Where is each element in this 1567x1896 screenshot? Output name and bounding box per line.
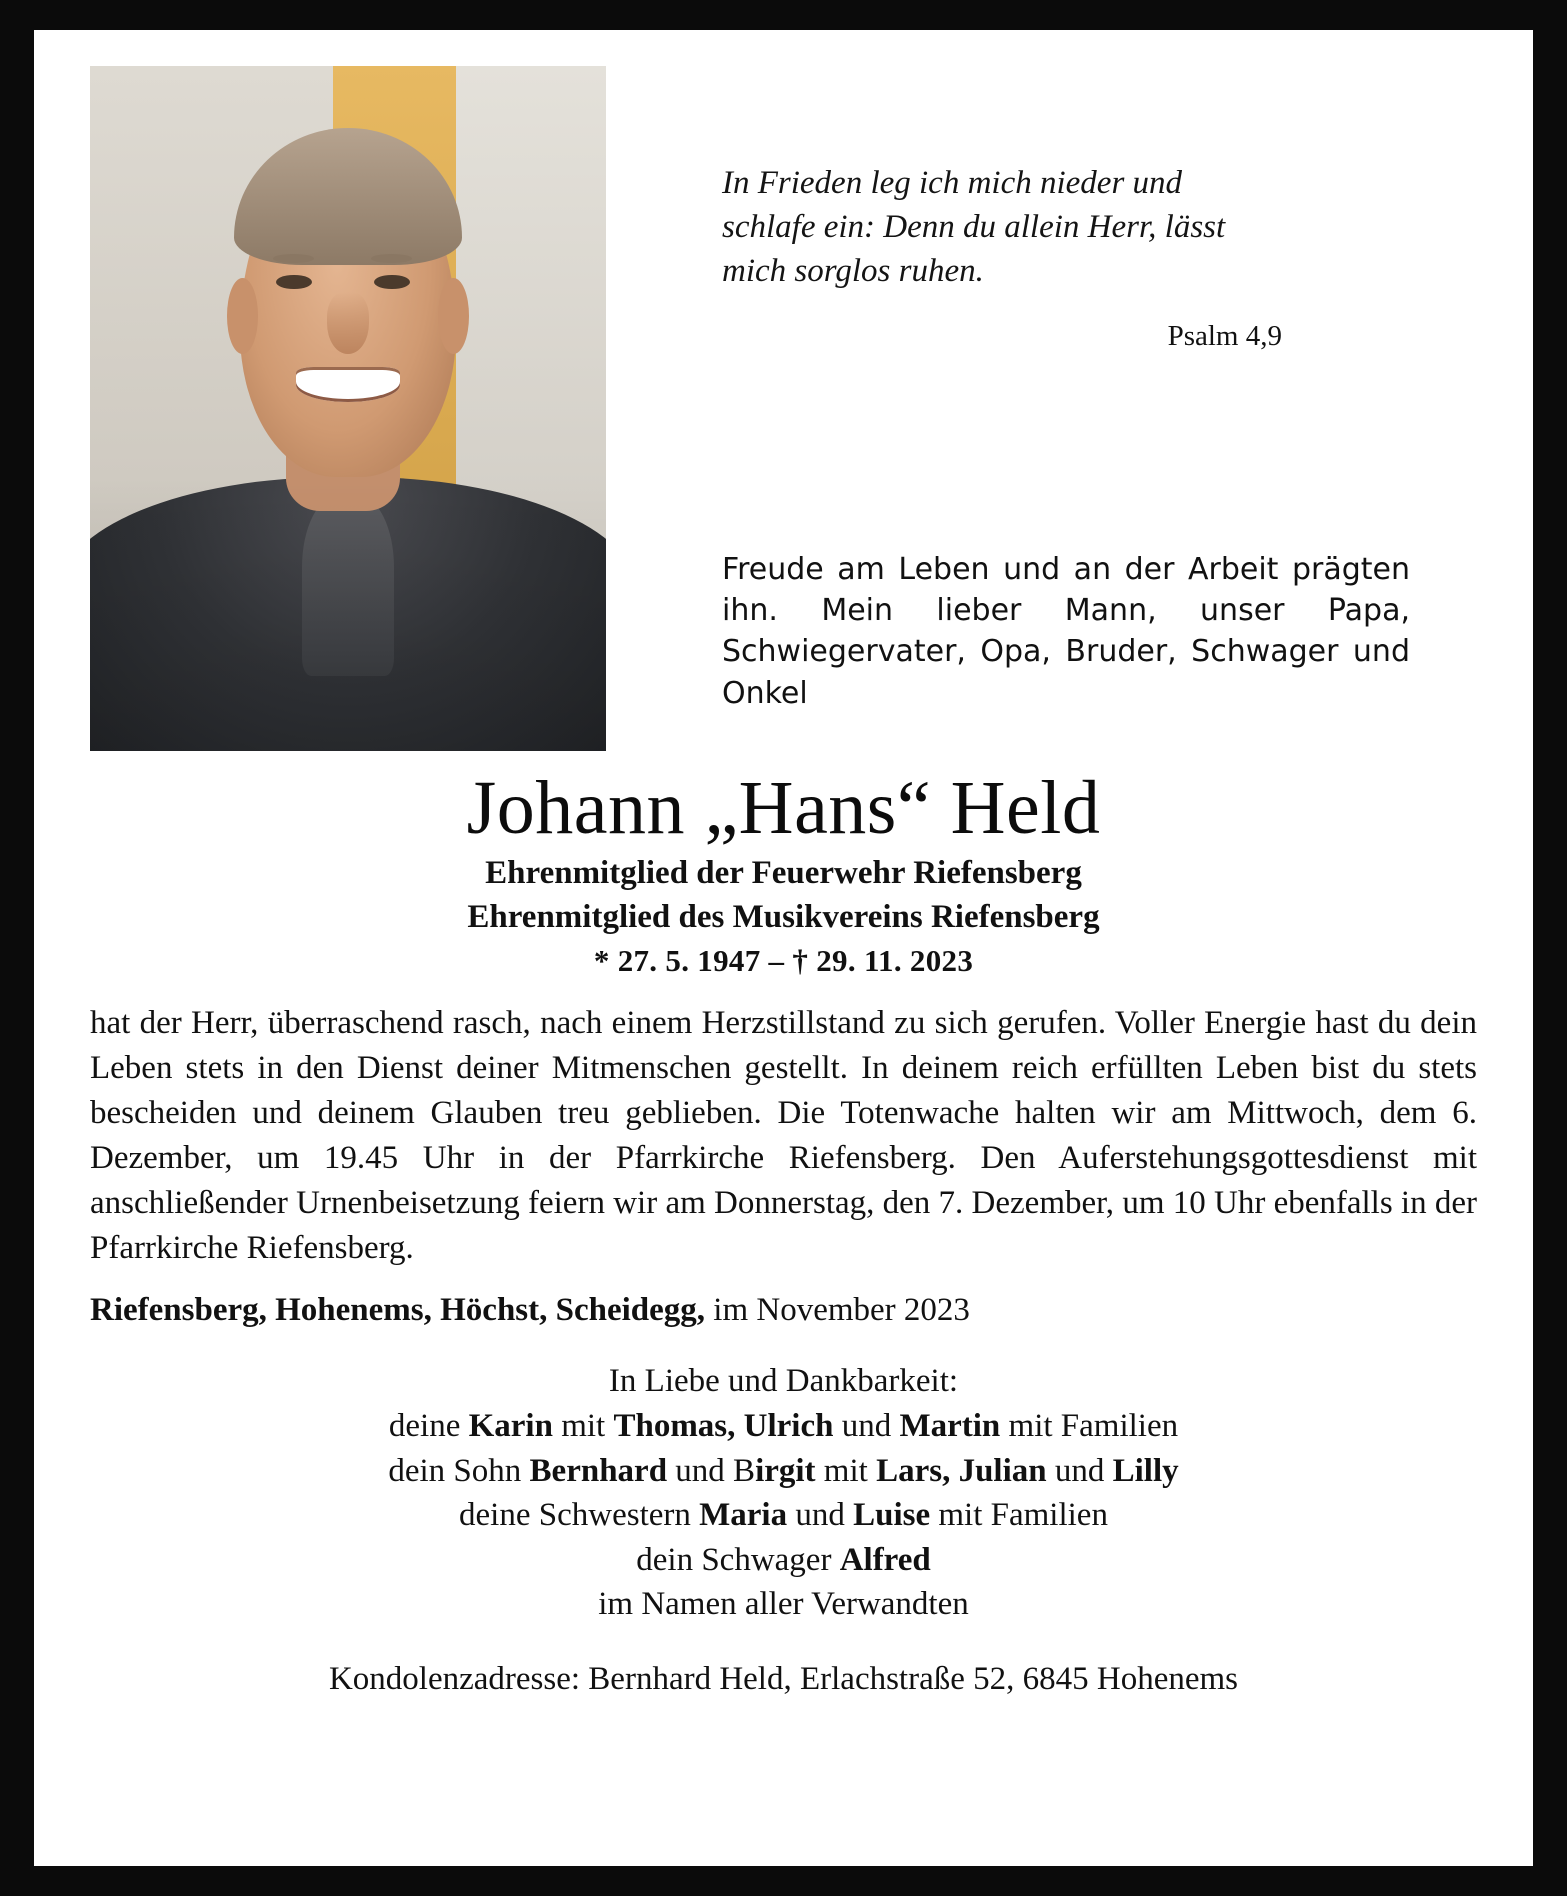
family-name: Luise bbox=[853, 1497, 931, 1534]
verse-text: In Frieden leg ich mich nieder und schlafe ein: Denn du allein Herr, lässt mich sorglos ruhen. bbox=[722, 165, 1226, 289]
family-name: Thomas, Ulrich bbox=[613, 1407, 834, 1444]
honor-line-2: Ehrenmitglied des Musikvereins Riefensberg bbox=[467, 899, 1100, 936]
family-text: mit bbox=[552, 1407, 614, 1444]
name-block bbox=[90, 766, 1477, 979]
family-text: und bbox=[833, 1407, 900, 1444]
family-name: Lilly bbox=[1112, 1452, 1179, 1489]
family-text: dein Sohn bbox=[388, 1452, 530, 1489]
family-line bbox=[90, 1404, 1477, 1449]
family-text: und B bbox=[667, 1452, 756, 1489]
family-name: Lars, Julian bbox=[876, 1452, 1047, 1489]
condolence-address: Kondolenzadresse: Bernhard Held, Erlachstraße 52, 6845 Hohenems bbox=[328, 1660, 1239, 1697]
deceased-name: Johann „Hans“ Held bbox=[466, 766, 1101, 850]
honor-line-1: Ehrenmitglied der Feuerwehr Riefensberg bbox=[485, 854, 1082, 891]
family-line bbox=[90, 1493, 1477, 1538]
family-line bbox=[90, 1538, 1477, 1583]
intro-text: Freude am Leben und an der Arbeit prägten ihn. Mein lieber Mann, unser Papa, Schwiegervater, Opa, Bruder, Schwager und Onkel bbox=[722, 551, 1410, 711]
family-text: mit Familien bbox=[930, 1497, 1108, 1534]
notice-card bbox=[34, 30, 1533, 1866]
places-list: Riefensberg, Hohenems, Höchst, Scheidegg, bbox=[90, 1291, 706, 1328]
family-block bbox=[90, 1359, 1477, 1626]
verse-column bbox=[606, 66, 1477, 714]
family-text: und bbox=[1046, 1452, 1113, 1489]
family-text: deine Schwestern bbox=[459, 1497, 700, 1534]
family-name: Alfred bbox=[839, 1541, 931, 1578]
family-text: im Namen aller Verwandten bbox=[598, 1586, 969, 1623]
family-line bbox=[90, 1449, 1477, 1494]
family-name: irgit bbox=[755, 1452, 816, 1489]
family-heading: In Liebe und Dankbarkeit: bbox=[608, 1363, 959, 1400]
notice-month: im November 2023 bbox=[705, 1291, 970, 1328]
family-text: deine bbox=[388, 1407, 469, 1444]
family-text: mit Familien bbox=[1000, 1407, 1179, 1444]
photo-vignette bbox=[90, 66, 606, 751]
portrait-photo bbox=[90, 66, 606, 751]
family-name: Bernhard bbox=[529, 1452, 668, 1489]
family-text: mit bbox=[815, 1452, 877, 1489]
header-area bbox=[90, 66, 1477, 751]
family-text: dein Schwager bbox=[636, 1541, 840, 1578]
family-text: und bbox=[787, 1497, 854, 1534]
verse-source: Psalm 4,9 bbox=[1167, 319, 1282, 352]
family-name: Martin bbox=[899, 1407, 1001, 1444]
family-name: Maria bbox=[699, 1497, 788, 1534]
family-line bbox=[90, 1582, 1477, 1627]
life-dates: * 27. 5. 1947 – † 29. 11. 2023 bbox=[593, 943, 974, 979]
family-name: Karin bbox=[468, 1407, 553, 1444]
places-and-date bbox=[90, 1289, 1477, 1332]
body-text: hat der Herr, überraschend rasch, nach einem Herzstillstand zu sich gerufen. Voller Energie hast du dein Leben stets in den Dienst deiner Mitmenschen gestellt. In deinem reich erfüllten Leben bist du stets bescheiden und deinem Glauben treu geblieben. Die Totenwache halten wir am Mittwoch, dem 6. Dezember, um 19.45 Uhr in der Pfarrkirche Riefensberg. Den Auferstehungsgottesdienst mit anschließender Urnenbeisetzung feiern wir am Donnerstag, den 7. Dezember, um 10 Uhr ebenfalls in der Pfarrkirche Riefensberg. bbox=[90, 1005, 1477, 1266]
family-lines bbox=[90, 1404, 1477, 1627]
